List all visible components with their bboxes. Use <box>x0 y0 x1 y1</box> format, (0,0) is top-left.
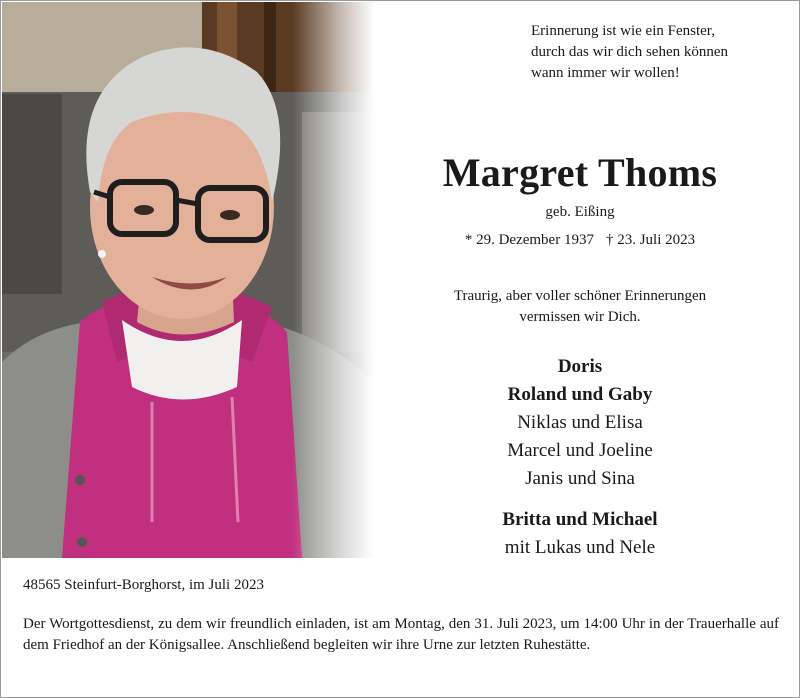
deceased-name: Margret Thoms <box>442 150 718 195</box>
place-and-date: 48565 Steinfurt-Borghorst, im Juli 2023 <box>23 577 264 593</box>
death-date: † 23. Juli 2023 <box>605 232 696 248</box>
family-member: Roland und Gaby <box>507 384 653 405</box>
portrait-photo <box>2 2 374 558</box>
quote-line: durch das wir dich sehen können <box>531 44 729 60</box>
birth-date: * 29. Dezember 1937 <box>464 232 594 248</box>
family-member: Janis und Sina <box>525 468 635 489</box>
family-member: Britta und Michael <box>502 509 658 530</box>
life-dates <box>381 232 779 249</box>
quote-line: wann immer wir wollen! <box>531 65 680 81</box>
service-announcement: Der Wortgottesdienst, zu dem wir freundlich einladen, ist am Montag, den 31. Juli 2023, um 14:00 Uhr in der Trauerhalle auf dem Friedhof an der Königsallee. Anschließend begleiten wir ihre Urne zur letzten Ruhestätte. <box>23 616 779 653</box>
family-member: Niklas und Elisa <box>517 412 643 433</box>
family-spacer <box>381 493 779 506</box>
mourning-line: Traurig, aber voller schöner Erinnerungen <box>453 288 707 304</box>
family-member: mit Lukas und Nele <box>504 537 656 558</box>
mourning-line: vermissen wir Dich. <box>519 309 641 325</box>
memorial-quote <box>531 21 781 84</box>
maiden-name: geb. Eißing <box>545 204 615 220</box>
quote-line: Erinnerung ist wie ein Fenster, <box>531 23 715 39</box>
family-member: Marcel und Joeline <box>507 440 653 461</box>
mourning-text <box>381 286 779 328</box>
family-signatures <box>381 353 779 562</box>
family-member: Doris <box>557 356 603 377</box>
